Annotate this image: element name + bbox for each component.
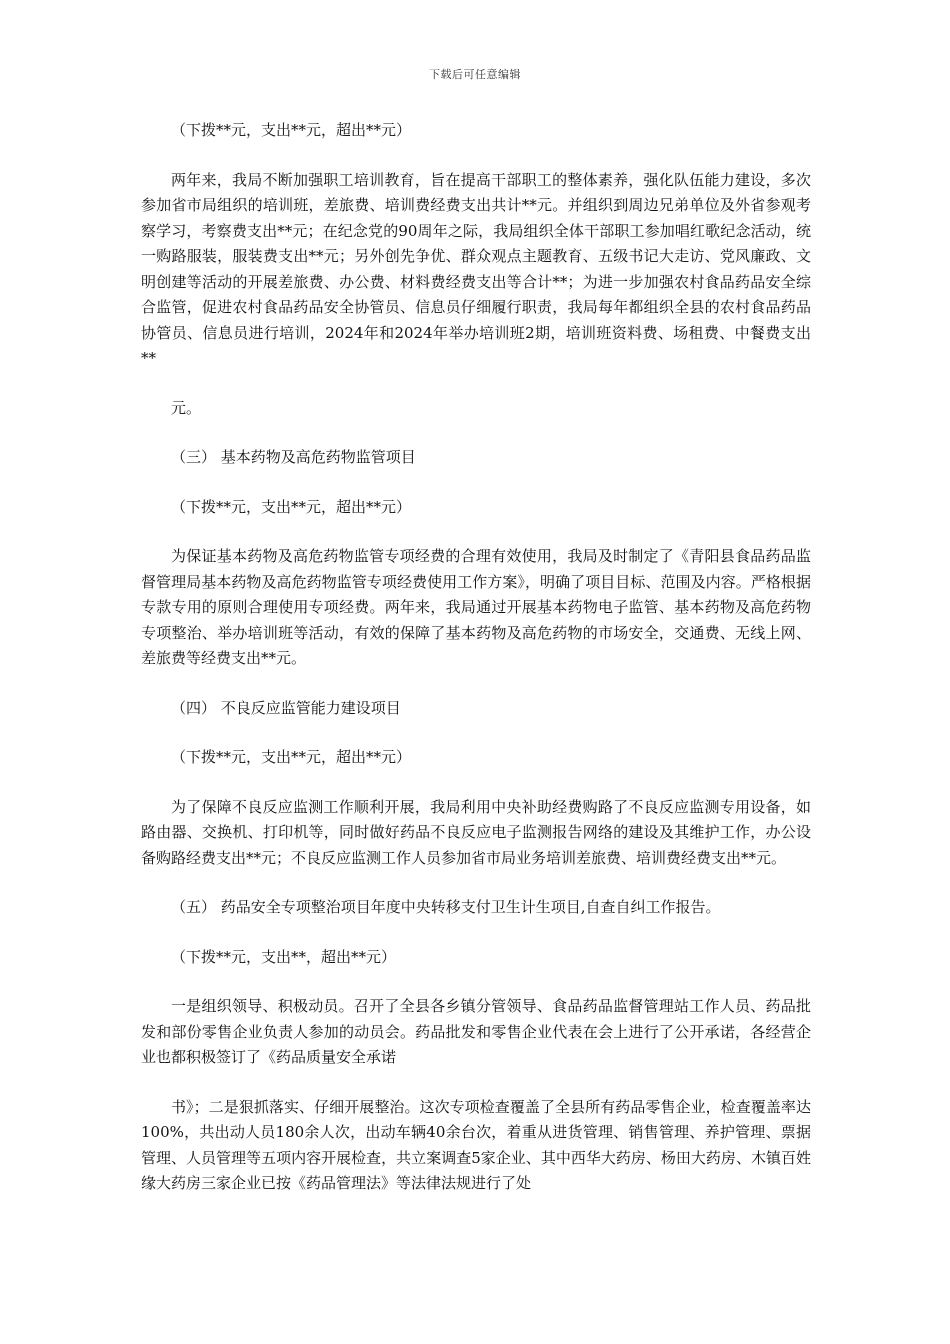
document-body [141, 118, 811, 1197]
section-heading-3: （三） 基本药物及高危药物监管项目 [171, 448, 416, 466]
paragraph-essential-drugs: 为保证基本药物及高危药物监管专项经费的合理有效使用，我局及时制定了《青阳县食品药品监督管理局基本药物及高危药物监管专项经费使用工作方案》，明确了项目目标、范围及内容。严格根据专款专用的原则合理使用专项经费。两年来，我局通过开展基本药物电子监管、基本药物及高危药物专项整治、举办培训班等活动，有效的保障了基本药物及高危药物的市场安全，交通费、无线上网、差旅费等经费支出**元。 [141, 547, 811, 667]
section-heading-4: （四） 不良反应监管能力建设项目 [171, 698, 401, 717]
budget-line: （下拨**元，支出**元，超出**元） [171, 497, 412, 516]
budget-line: （下拨**元，支出**元，超出**元） [171, 748, 412, 766]
paragraph-continuation: 元。 [171, 398, 202, 417]
paragraph-mobilization: 一是组织领导、积极动员。召开了全县各乡镇分管领导、食品药品监督管理站工作人员、药品批发和部份零售企业负责人参加的动员会。药品批发和零售企业代表在会上进行了公开承诺，各经营企业也都积极签订了《药品质量安全承诺 [141, 997, 811, 1066]
section-heading-5: （五） 药品安全专项整治项目年度中央转移支付卫生计生项目,自查自纠工作报告。 [171, 898, 721, 916]
paragraph-adverse-reaction: 为了保障不良反应监测工作顺利开展，我局利用中央补助经费购路了不良反应监测专用设备，如路由器、交换机、打印机等，同时做好药品不良反应电子监测报告网络的建设及其维护工作，办公设备购路经费支出**元；不良反应监测工作人员参加省市局业务培训差旅费、培训费经费支出**元。 [141, 797, 811, 867]
budget-line: （下拨**元，支出**，超出**元） [171, 947, 397, 966]
budget-line: （下拨**元，支出**元，超出**元） [171, 121, 412, 139]
paragraph-training: 两年来，我局不断加强职工培训教育，旨在提高干部职工的整体素养，强化队伍能力建设，多次参加省市局组织的培训班，差旅费、培训费经费支出共计**元。并组织到周边兄弟单位及外省参观考察学习，考察费支出**元；在纪念党的90周年之际，我局组织全体干部职工参加唱红歌纪念活动，统一购路服装，服装费支出**元；另外创先争优、群众观点主题教育、五级书记大走访、党风廉政、文明创建等活动的开展差旅费、办公费、材料费经费支出等合计**；为进一步加强农村食品药品安全综合监管，促进农村食品药品安全协管员、信息员仔细履行职责，我局每年都组织全县的农村食品药品协管员、信息员进行培训，2024年和2024年举办培训班2期，培训班资料费、场租费、中餐费支出** [141, 170, 811, 367]
page-header-watermark: 下载后可任意编辑 [429, 68, 521, 81]
paragraph-inspection: 书》；二是狠抓落实、仔细开展整治。这次专项检查覆盖了全县所有药品零售企业，检查覆盖率达100%，共出动人员180余人次，出动车辆40余台次，着重从进货管理、销售管理、养护管理、票据管理、人员管理等五项内容开展检查，共立案调查5家企业、其中西华大药房、杨田大药房、木镇百姓缘大药房三家企业已按《药品管理法》等法律法规进行了处 [141, 1097, 811, 1192]
